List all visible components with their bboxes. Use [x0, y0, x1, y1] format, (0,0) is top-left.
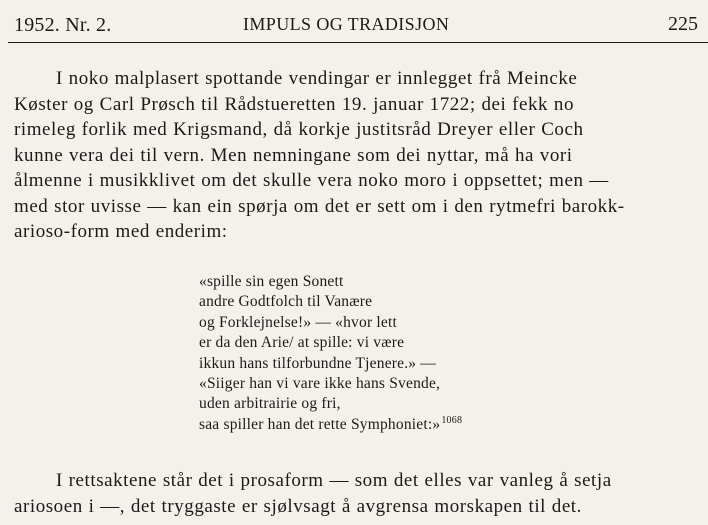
quote-line: ikkun hans tilforbundne Tjenere.» — — [199, 354, 437, 372]
header-rule — [8, 42, 708, 43]
page-number: 225 — [668, 13, 698, 35]
quote-line: «Siiger han vi vare ikke hans Svende, — [199, 375, 441, 393]
paragraph-line: arioso-form med enderim: — [14, 221, 228, 242]
quote-line: andre Godtfolch til Vanære — [199, 293, 373, 311]
block-quote — [199, 272, 462, 435]
paragraph-line: rimeleg forlik med Krigsmand, då korkje justitsråd Dreyer eller Coch — [14, 119, 584, 140]
quote-line: og Forklejnelse!» — «hvor lett — [199, 313, 397, 331]
quote-last-line — [199, 415, 462, 435]
paragraph-line: Køster og Carl Prøsch til Rådstueretten 19. januar 1722; dei fekk no — [14, 93, 575, 115]
paragraph-2 — [14, 468, 708, 519]
paragraph-line: kunne vera dei til vern. Men nemningane som dei nyttar, må ha vori — [14, 144, 573, 166]
footnote-reference: 1068 — [441, 414, 463, 426]
quote-line: er da den Arie/ at spille: vi være — [199, 334, 405, 352]
paragraph-line: I noko malplasert spottande vendingar er innlegget frå Meincke — [56, 68, 578, 89]
paragraph-line: med stor uvisse — kan ein spørja om det er sett om i den rytmefri barokk- — [14, 195, 625, 217]
quote-line: uden arbitrairie og fri, — [199, 395, 341, 413]
running-header — [0, 0, 708, 44]
quote-line-text: saa spiller han det rette Symphoniet:» — [199, 415, 441, 433]
paragraph-line: ålmenne i musikklivet om det skulle vera noko moro i oppsettet; men — — [14, 170, 609, 191]
issue-label: 1952. Nr. 2. — [14, 14, 112, 36]
paragraph-line: I rettsaktene står det i prosaform — som det elles var vanleg å setja — [56, 470, 612, 491]
running-title: IMPULS OG TRADISJON — [243, 14, 450, 34]
paragraph-line: ariosoen i —, det tryggaste er sjølvsagt å avgrensa morskapen til det. — [14, 495, 582, 517]
quote-line: «spille sin egen Sonett — [199, 273, 344, 290]
cut-off-next-line — [0, 517, 708, 525]
paragraph-1 — [14, 66, 708, 245]
